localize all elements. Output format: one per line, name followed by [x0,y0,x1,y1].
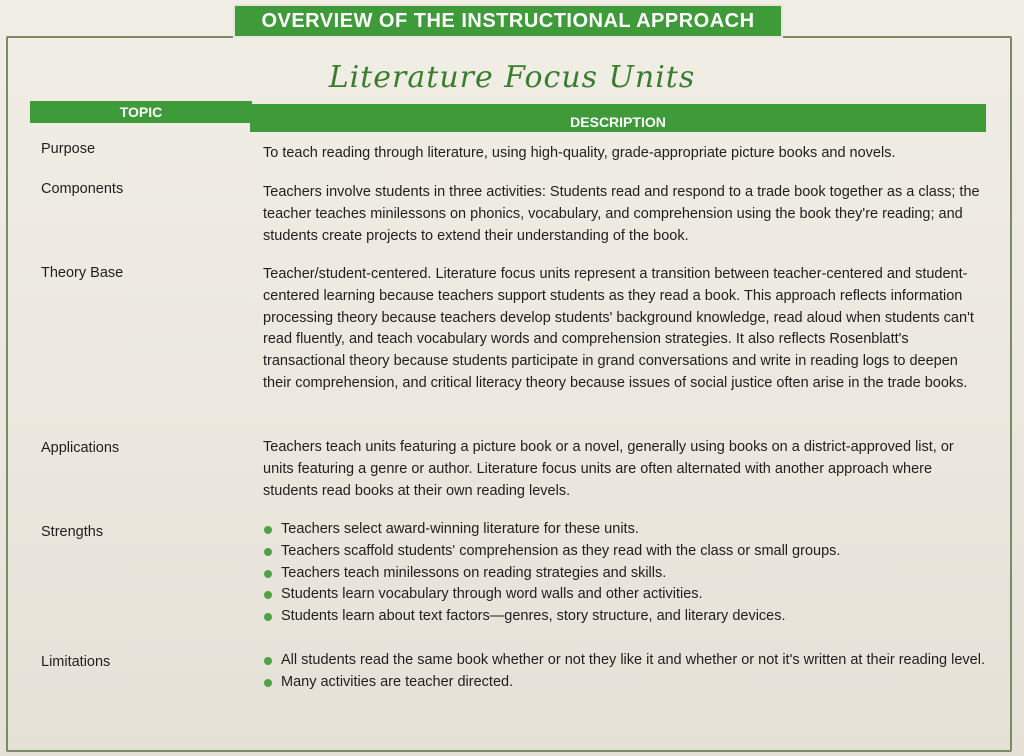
topic-cell: Applications [41,440,120,456]
topic-cell: Theory Base [41,265,124,281]
strengths-list [263,519,988,628]
section-banner: OVERVIEW OF THE INSTRUCTIONAL APPROACH [233,4,783,38]
description-cell: Teachers involve students in three activities: Students read and respond to a trade book together as a class; the teacher teaches minilessons on phonics, vocabulary, and comprehension using the book they're reading; and students create projects to extend their understanding of the book. [263,184,980,244]
list-item [263,563,988,585]
list-item-text: Teachers scaffold students' comprehension as they read with the class or small groups. [281,542,841,559]
topic-cell: Strengths [41,524,104,540]
list-item [263,650,988,672]
bullet-icon [264,548,272,556]
topic-cell: Purpose [41,141,96,157]
list-item-text: Students learn vocabulary through word walls and other activities. [281,586,703,603]
list-item [263,584,988,606]
list-item-text: Teachers teach minilessons on reading strategies and skills. [281,564,667,581]
list-item [263,541,988,563]
bullet-icon [264,591,272,599]
list-item-text: Many activities are teacher directed. [281,673,514,690]
list-item-text: Teachers select award-winning literature for these units. [281,521,639,537]
bullet-icon [264,613,272,621]
list-item [263,672,988,694]
page-title: Literature Focus Units [328,60,696,95]
list-item [263,606,988,628]
description-cell [263,519,988,628]
list-item [263,519,988,541]
list-item-text: All students read the same book whether or not they like it and whether or not it's written at their reading level. [281,652,985,668]
topic-cell: Components [41,181,124,197]
topic-cell: Limitations [41,654,111,670]
bullet-icon [264,526,272,534]
description-cell [263,650,988,694]
bullet-icon [264,657,272,665]
description-cell: Teachers teach units featuring a picture book or a novel, generally using books on a district-approved list, or units featuring a genre or author. Literature focus units are often alternated with another approach where students read books at their own reading levels. [263,439,954,499]
list-item-text: Students learn about text factors—genres, story structure, and literary devices. [281,608,786,625]
bullet-icon [264,570,272,578]
topic-column-header: TOPIC [30,101,252,123]
description-cell: Teacher/student-centered. Literature focus units represent a transition between teacher-centered and student-centered learning because teachers support students as they read a book. This approach reflects information processing theory because teachers develop students' background knowledge, read aloud when students can't read fluently, and teach vocabulary words and comprehension strategies. It also reflects Rosenblatt's transactional theory because students participate in grand conversations and write in reading logs to deepen their comprehension, and critical literacy theory because issues of social justice often arise in the trade books. [263,266,974,391]
description-column-header: DESCRIPTION [250,104,986,132]
description-cell: To teach reading through literature, using high-quality, grade-appropriate picture books and novels. [263,145,896,161]
bullet-icon [264,679,272,687]
limitations-list [263,650,988,694]
